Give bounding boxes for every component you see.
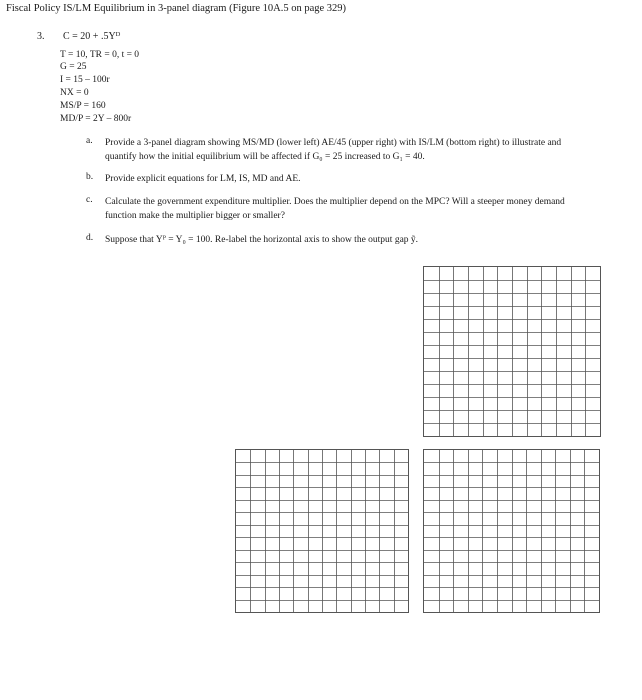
part-a-text: Provide a 3-panel diagram showing MS/MD (lower left) AE/45 (upper right) with IS/LM (bottom right) to illustrate and quantify how the initial equilibrium will be affected if G₀ = 25 increased to G₁ = 40.: [105, 138, 562, 162]
consumption-equation: [63, 31, 120, 42]
part-c-letter: c.: [86, 195, 93, 205]
question-number: 3.: [37, 31, 45, 42]
grid-lines: [424, 450, 599, 612]
grid-lower-right: [423, 449, 600, 613]
part-c-text: Calculate the government expenditure multiplier. Does the multiplier depend on the MPC? Will a steeper money demand function make the multiplier bigger or smaller?: [105, 197, 565, 221]
given-money-supply: MS/P = 160: [60, 101, 106, 111]
given-government: G = 25: [60, 62, 87, 72]
part-b-letter: b.: [86, 172, 94, 182]
given-tax: T = 10, TR = 0, t = 0: [60, 50, 140, 60]
grid-lines: [424, 267, 600, 436]
grid-lower-left: [235, 449, 409, 613]
given-investment: I = 15 – 100r: [60, 75, 110, 85]
part-a-letter: a.: [86, 136, 93, 146]
consumption-equation-text: C = 20 + .5Y: [63, 31, 116, 42]
given-net-exports: NX = 0: [60, 88, 89, 98]
given-money-demand: MD/P = 2Y – 800r: [60, 114, 132, 124]
grid-lines: [236, 450, 408, 612]
consumption-equation-superscript: D: [115, 31, 121, 38]
page-title: Fiscal Policy IS/LM Equilibrium in 3-panel diagram (Figure 10A.5 on page 329): [6, 3, 347, 14]
part-b-text: Provide explicit equations for LM, IS, MD and AE.: [105, 174, 301, 184]
part-d-letter: d.: [86, 233, 94, 243]
part-d-text: Suppose that Yᴾ = Y₀ = 100. Re-label the horizontal axis to show the output gap ỹ.: [105, 235, 419, 245]
grid-upper-right: [423, 266, 601, 437]
